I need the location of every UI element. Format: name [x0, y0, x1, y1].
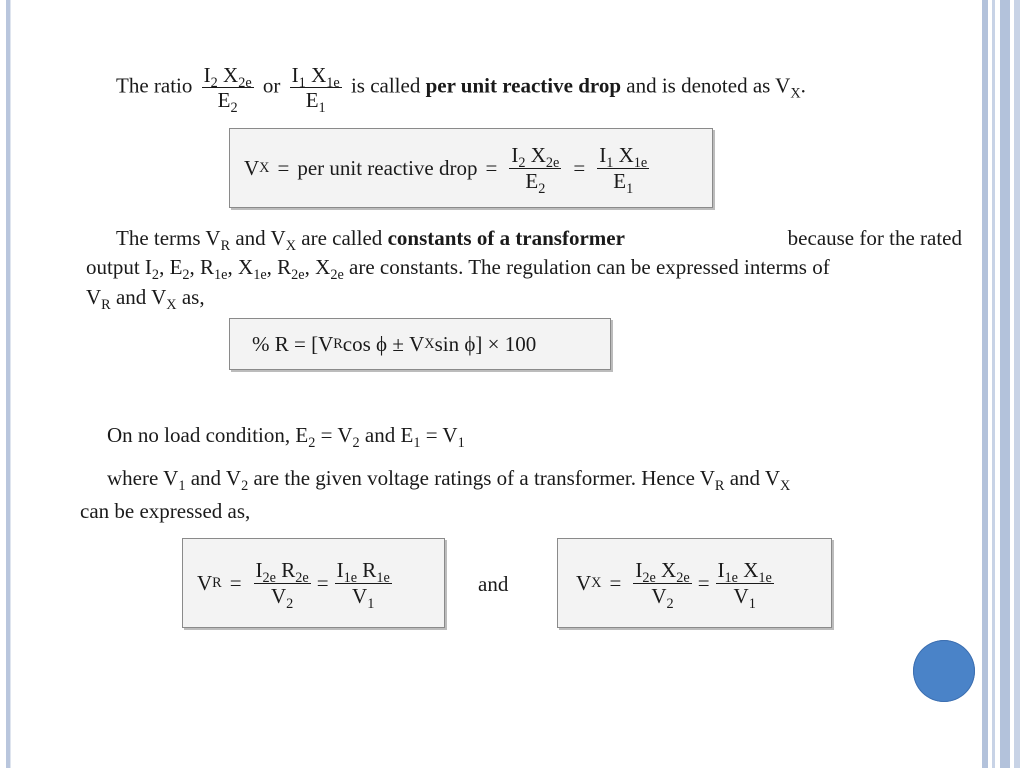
vr-fraction-1: $\frac{I_{2e} R_{2e}}{V_2}$	[255, 558, 309, 612]
ratio-fraction-2: $\frac{I_1 X_{1e}}{E_1}$	[291, 63, 340, 117]
per-unit-reactive-drop-box: V X = per unit reactive drop = $\frac{I_2 X_{2e}}{E_2}$ = $\frac{I_1 X_{1e}}{E_1}$	[229, 128, 713, 208]
box1-fraction-2: $\frac{I_1 X_{1e}}{E_1}$	[599, 143, 648, 197]
constants-paragraph-line-2: output $I_2$, $E_2$, $R_{1e}$, $X_{1e}$, $R_{2e}$, $X_{2e}$ are constants. The regulation can be expressed interms of	[86, 255, 830, 283]
vx-formula-box: V X = $\frac{I_{2e} X_{2e}}{V_2}$ = $\frac{I_{1e} X_{1e}}{V_1}$	[557, 538, 832, 628]
box1-fraction-1: $\frac{I_2 X_{2e}}{E_2}$	[511, 143, 560, 197]
right-frame-bars	[980, 0, 1024, 768]
constants-paragraph-line-3: $V_R$ and $V_X$ as,	[86, 285, 205, 313]
vr-formula-box: V R = $\frac{I_{2e} R_{2e}}{V_2}$ = $\frac{I_{1e} R_{1e}}{V_1}$	[182, 538, 445, 628]
and-connector: and	[478, 572, 509, 596]
vx-fraction-2: $\frac{I_{1e} X_{1e}}{V_1}$	[717, 558, 772, 612]
vx-fraction-1: $\frac{I_{2e} X_{2e}}{V_2}$	[635, 558, 690, 612]
expressed-as-line: can be expressed as,	[80, 499, 251, 523]
no-load-condition-line: On no load condition, $E_2 = V_2$ and $E_1 = V_1$	[107, 423, 465, 451]
regulation-formula-box: % R = [V R cos ϕ ± V X sin ϕ] × 100	[229, 318, 611, 370]
ratio-definition-line: The ratio $\frac{I_2 X_{2e}}{E_2}$ or $\frac{I_1 X_{1e}}{E_1}$ is called per unit reactive drop and is denoted as $V_X$.	[116, 63, 806, 117]
vr-fraction-2: $\frac{I_{1e} R_{1e}}{V_1}$	[336, 558, 390, 612]
ratio-fraction-1: $\frac{I_2 X_{2e}}{E_2}$	[203, 63, 252, 117]
constants-paragraph-line-1: The terms $V_R$ and $V_X$ are called constants of a transformer because for the rated	[116, 226, 962, 254]
voltage-ratings-line: where $V_1$ and $V_2$ are the given voltage ratings of a transformer. Hence $V_R$ and $V_X$	[107, 466, 791, 494]
